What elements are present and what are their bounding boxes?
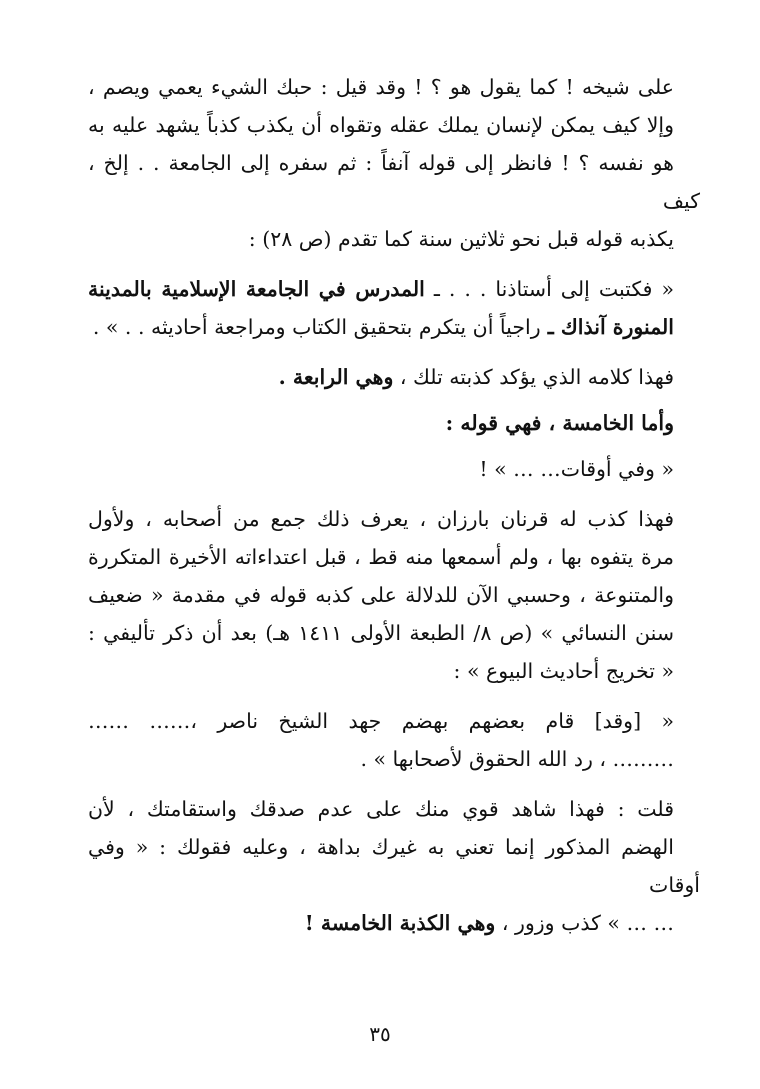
paragraph-opening [88, 68, 700, 258]
text-span-bold: وهي الكذبة الخامسة ! [304, 911, 496, 935]
text-span: … … » كذب وزور ، [495, 911, 674, 935]
paragraph-conclusion [88, 790, 700, 942]
text-line [88, 904, 700, 942]
page-number: ٣٥ [369, 1022, 391, 1046]
quote-text: « فكتبت إلى أستاذنا . . . ـ [424, 277, 675, 301]
paragraph-quote-times [88, 450, 700, 488]
text-span: « وفي أوقات… … » ! [479, 457, 674, 481]
text-line: هو نفسه ؟ ! فانظر إلى قوله آنفاً : ثم سفره إلى الجامعة . . إلخ ، كيف [88, 151, 700, 213]
paragraph-quote-letter [88, 270, 700, 346]
paragraph-quote-nasir [88, 702, 700, 778]
text-line: ……… ، رد الله الحقوق لأصحابها » . [360, 747, 674, 771]
text-line: على شيخه ! كما يقول هو ؟ ! وقد قيل : حبك الشيء يعمي ويصم ، [88, 75, 674, 99]
quote-text: راجياً أن يتكرم بتحقيق الكتاب ومراجعة أحاديثه . . » . [92, 315, 541, 339]
text-span-bold: وهي الرابعة . [278, 365, 394, 389]
paragraph-two-horns [88, 500, 700, 690]
text-line: « [وقد] قام بعضهم بهضم جهد الشيخ ناصر ،…… …… [88, 709, 674, 733]
paragraph-fifth-heading [88, 404, 700, 442]
text-line: سنن النسائي » (ص ٨/ الطبعة الأولى ١٤١١ هـ) بعد أن ذكر تأليفي : [88, 621, 675, 645]
text-line: فهذا كذب له قرنان بارزان ، يعرف ذلك جمع من أصحابه ، ولأول [88, 507, 674, 531]
page-body [88, 68, 700, 954]
text-line: قلت : فهذا شاهد قوي منك على عدم صدقك واستقامتك ، لأن [88, 797, 674, 821]
text-span: فهذا كلامه الذي يؤكد كذبته تلك ، [393, 365, 674, 389]
text-line: والمتنوعة ، وحسبي الآن للدلالة على كذبه قوله في مقدمة « ضعيف [88, 583, 674, 607]
text-line: وإلا كيف يمكن لإنسان يملك عقله وتقواه أن يكذب كذباً يشهد عليه به [88, 113, 674, 137]
text-line [88, 308, 700, 346]
quote-text-bold: المنورة آنذاك ـ [540, 315, 674, 339]
paragraph-fourth-lie [88, 358, 700, 396]
text-span-bold: وأما الخامسة ، فهي قوله : [445, 411, 674, 435]
text-line: « تخريج أحاديث البيوع » : [453, 659, 674, 683]
text-line: الهضم المذكور إنما تعني به غيرك بداهة ، وعليه فقولك : « وفي أوقات [88, 835, 700, 897]
text-line [88, 270, 700, 308]
text-line: مرة يتفوه بها ، ولم أسمعها منه قط ، قبل اعتداءاته الأخيرة المتكررة [88, 545, 674, 569]
text-line: يكذبه قوله قبل نحو ثلاثين سنة كما تقدم (ص ٢٨) : [248, 227, 674, 251]
quote-text-bold: المدرس في الجامعة الإسلامية بالمدينة [88, 277, 425, 301]
